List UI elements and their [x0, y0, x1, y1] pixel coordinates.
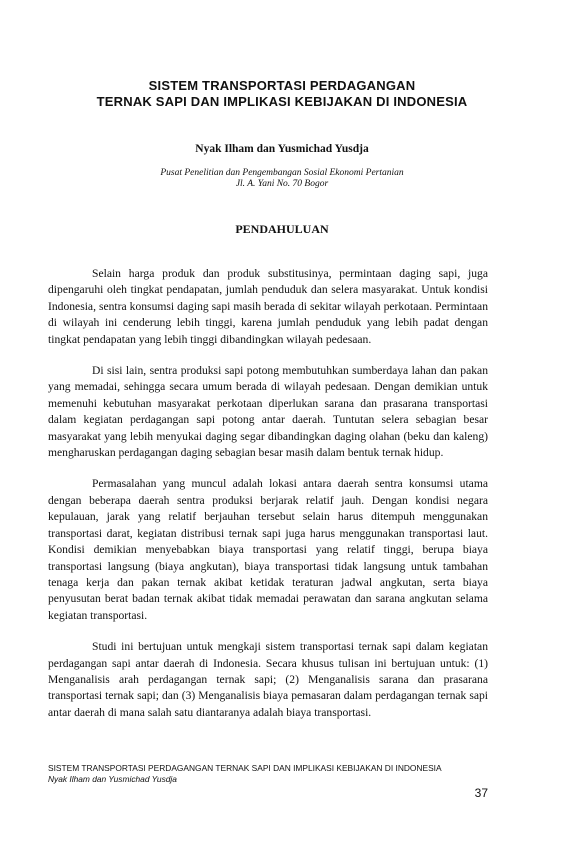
author-names: Nyak Ilham dan Yusmichad Yusdja — [195, 143, 369, 155]
affiliation-line-2: Jl. A. Yani No. 70 Bogor — [235, 179, 329, 189]
page-footer — [48, 763, 488, 785]
paragraph: Permasalahan yang muncul adalah lokasi antara daerah sentra konsumsi utama dengan beberapa daerah sentra produksi berjarak relatif jauh. Dengan kondisi negara kepulauan, jarak yang relatif berjauhan tersebut selain harus ditempuh menggunakan transportasi darat, kegiatan distribusi ternak sapi juga harus menggunakan transportasi laut. Kondisi demikian menyebabkan biaya transportasi yang relatif tinggi, berupa biaya transportasi langsung (biaya angkutan), biaya transportasi tidak langsung untuk tambahan tenaga kerja dan pakan ternak akibat ketidak teraturan jadwal angkutan, serta biaya penyusutan berat badan ternak akibat tidak memadai perawatan dan sarana angkutan selama kegiatan transportasi. — [48, 477, 488, 622]
section-heading: PENDAHULUAN — [235, 222, 329, 236]
page-number: 37 — [474, 786, 488, 800]
paragraph: Selain harga produk dan produk substitusinya, permintaan daging sapi, juga dipengaruhi oleh tingkat pendapatan, jumlah penduduk dan selera masyarakat. Untuk kondisi Indonesia, sentra konsumsi daging sapi masih berada di sekitar wilayah perkotaan. Permintaan di wilayah ini cenderung lebih tinggi, karena jumlah penduduk yang lebih padat dengan tingkat pendapatan yang lebih tinggi dibandingkan wilayah pedesaan. — [48, 267, 488, 346]
paragraph: Di sisi lain, sentra produksi sapi potong membutuhkan sumberdaya lahan dan pakan yang memadai, sehingga secara umum berada di wilayah pedesaan. Dengan demikian untuk memenuhi kebutuhan masyarakat perkotaan diperlukan sarana dan prasarana transportasi dalam kegiatan perdagangan sapi potong antar daerah. Tuntutan selera sebagian besar masyarakat yang lebih menyukai daging segar dibandingkan daging olahan (beku dan kaleng) mengharuskan perdagangan daging sebagian besar masih dalam bentuk ternak hidup. — [48, 364, 488, 460]
author-affiliation — [48, 168, 516, 190]
footer-running-title: SISTEM TRANSPORTASI PERDAGANGAN TERNAK SAPI DAN IMPLIKASI KEBIJAKAN DI INDONESIA — [48, 763, 442, 773]
paragraph: Studi ini bertujuan untuk mengkaji sistem transportasi ternak sapi dalam kegiatan perdagangan sapi antar daerah di Indonesia. Secara khusus tulisan ini bertujuan untuk: (1) Menganalisis arah perdagangan ternak sapi; (2) Menganalisis sarana dan prasarana transportasi ternak sapi; dan (3) Menganalisis biaya pemasaran dalam perdagangan ternak sapi antar daerah di mana salah satu diantaranya adalah biaya transportasi. — [48, 640, 488, 719]
affiliation-line-1: Pusat Penelitian dan Pengembangan Sosial Ekonomi Pertanian — [160, 168, 404, 178]
title-line-1: SISTEM TRANSPORTASI PERDAGANGAN — [148, 78, 416, 93]
footer-running-authors: Nyak Ilham dan Yusmichad Yusdja — [48, 774, 177, 784]
article-title — [48, 78, 516, 110]
body-text — [48, 266, 488, 736]
title-line-2: TERNAK SAPI DAN IMPLIKASI KEBIJAKAN DI INDONESIA — [96, 94, 468, 109]
